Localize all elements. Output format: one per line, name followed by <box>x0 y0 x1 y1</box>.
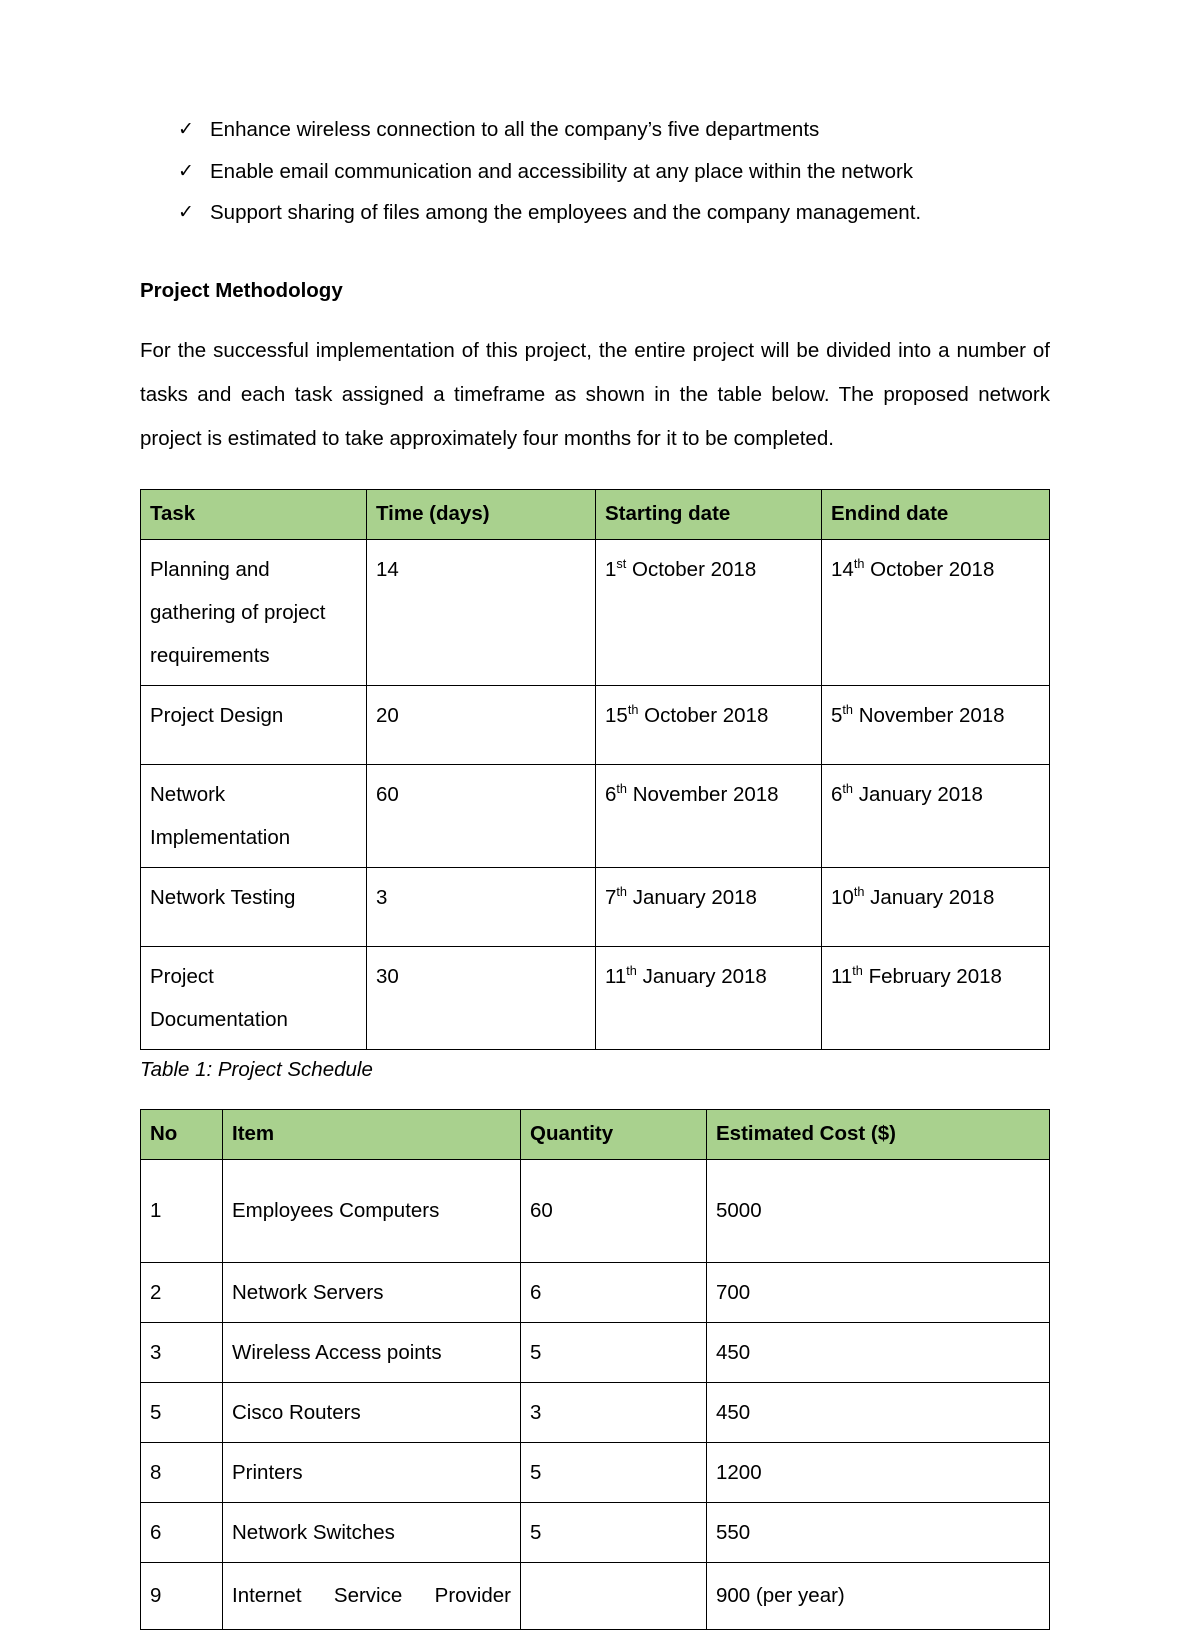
cell-item: Printers <box>223 1442 521 1502</box>
table-row <box>141 1442 1050 1502</box>
check-icon: ✓ <box>178 119 194 140</box>
date-rest: January 2018 <box>864 885 995 909</box>
cell-cost: 5000 <box>707 1159 1050 1262</box>
list-item-label: Support sharing of files among the employees and the company management. <box>210 201 922 224</box>
cell-time: 30 <box>367 946 596 1049</box>
cell-item: Wireless Access points <box>223 1322 521 1382</box>
cell-time: 60 <box>367 764 596 867</box>
table-row <box>141 1382 1050 1442</box>
cell-ending-date <box>822 764 1050 867</box>
column-header-estimated-cost: Estimated Cost ($) <box>707 1110 1050 1160</box>
table-row <box>141 1262 1050 1322</box>
table-row <box>141 539 1050 685</box>
cell-item: Internet Service Provider <box>223 1562 521 1629</box>
cell-cost: 550 <box>707 1502 1050 1562</box>
date-day: 6 <box>831 782 843 806</box>
date-ordinal: th <box>616 780 628 796</box>
date-day: 1 <box>605 557 617 581</box>
cell-starting-date <box>596 539 822 685</box>
table-row <box>141 685 1050 764</box>
objectives-list <box>140 120 1050 224</box>
cell-task: Planning and gathering of project requirements <box>141 539 367 685</box>
column-header-task: Task <box>141 490 367 540</box>
date-day: 7 <box>605 885 617 909</box>
list-item <box>140 120 1050 141</box>
cell-quantity: 5 <box>521 1442 707 1502</box>
date-day: 5 <box>831 703 843 727</box>
cell-item: Employees Computers <box>223 1159 521 1262</box>
cell-no: 3 <box>141 1322 223 1382</box>
date-ordinal: th <box>842 780 854 796</box>
date-ordinal: th <box>626 962 637 978</box>
date-ordinal: th <box>616 883 628 899</box>
date-ordinal: th <box>842 701 854 717</box>
column-header-starting-date: Starting date <box>596 490 822 540</box>
date-rest: October 2018 <box>864 557 995 581</box>
table-header-row <box>141 490 1050 540</box>
table-row <box>141 946 1050 1049</box>
column-header-quantity: Quantity <box>521 1110 707 1160</box>
cell-task: Project Design <box>141 685 367 764</box>
column-header-no: No <box>141 1110 223 1160</box>
cell-cost: 900 (per year) <box>707 1562 1050 1629</box>
date-day: 11 <box>831 964 853 988</box>
table-row <box>141 1502 1050 1562</box>
table-caption-schedule: Table 1: Project Schedule <box>140 1057 373 1081</box>
list-item-label: Enhance wireless connection to all the company’s five departments <box>210 118 820 141</box>
table-header-row <box>141 1110 1050 1160</box>
section-heading-methodology: Project Methodology <box>140 278 343 302</box>
date-day: 10 <box>831 885 854 909</box>
list-item <box>140 159 1050 183</box>
table-row <box>141 867 1050 946</box>
project-schedule-table <box>140 489 1050 1050</box>
column-header-time: Time (days) <box>367 490 596 540</box>
cell-no: 1 <box>141 1159 223 1262</box>
date-ordinal: st <box>616 555 627 571</box>
document-content <box>140 120 1050 1630</box>
date-day: 11 <box>605 964 627 988</box>
cell-cost: 1200 <box>707 1442 1050 1502</box>
cell-ending-date <box>822 867 1050 946</box>
cell-quantity: 60 <box>521 1159 707 1262</box>
date-rest: November 2018 <box>853 703 1005 727</box>
cell-no: 9 <box>141 1562 223 1629</box>
cell-item: Network Switches <box>223 1502 521 1562</box>
cell-task: Network Implementation <box>141 764 367 867</box>
cell-no: 6 <box>141 1502 223 1562</box>
cell-quantity: 5 <box>521 1502 707 1562</box>
cell-starting-date <box>596 685 822 764</box>
cell-time: 3 <box>367 867 596 946</box>
cell-quantity: 3 <box>521 1382 707 1442</box>
cell-starting-date <box>596 867 822 946</box>
cell-item: Network Servers <box>223 1262 521 1322</box>
date-rest: October 2018 <box>638 703 769 727</box>
cell-cost: 450 <box>707 1322 1050 1382</box>
cell-quantity: 6 <box>521 1262 707 1322</box>
date-rest: January 2018 <box>636 964 767 988</box>
cell-starting-date <box>596 764 822 867</box>
table-row <box>141 1159 1050 1262</box>
check-icon: ✓ <box>178 202 194 223</box>
cell-task: Project Documentation <box>141 946 367 1049</box>
cell-ending-date <box>822 539 1050 685</box>
cell-cost: 700 <box>707 1262 1050 1322</box>
date-rest: November 2018 <box>627 782 779 806</box>
date-ordinal: th <box>627 701 639 717</box>
cell-no: 2 <box>141 1262 223 1322</box>
list-item-label: Enable email communication and accessibility at any place within the network <box>210 159 914 183</box>
column-header-ending-date: Endind date <box>822 490 1050 540</box>
cell-starting-date <box>596 946 822 1049</box>
date-day: 14 <box>831 557 854 581</box>
table-row <box>141 1562 1050 1629</box>
column-header-item: Item <box>223 1110 521 1160</box>
cell-quantity: 5 <box>521 1322 707 1382</box>
cell-ending-date <box>822 946 1050 1049</box>
date-ordinal: th <box>852 962 863 978</box>
date-rest: January 2018 <box>853 782 983 806</box>
date-rest: October 2018 <box>626 557 757 581</box>
estimated-cost-table <box>140 1109 1050 1630</box>
cell-time: 20 <box>367 685 596 764</box>
table-row <box>141 1322 1050 1382</box>
date-ordinal: th <box>853 555 865 571</box>
cell-time: 14 <box>367 539 596 685</box>
check-icon: ✓ <box>178 160 194 182</box>
list-item <box>140 203 1050 224</box>
cell-no: 5 <box>141 1382 223 1442</box>
cell-quantity <box>521 1562 707 1629</box>
date-day: 6 <box>605 782 617 806</box>
table-row <box>141 764 1050 867</box>
date-ordinal: th <box>853 883 865 899</box>
cell-task: Network Testing <box>141 867 367 946</box>
date-rest: January 2018 <box>627 885 757 909</box>
cell-item: Cisco Routers <box>223 1382 521 1442</box>
methodology-paragraph: For the successful implementation of this project, the entire project will be divided into a number of tasks and each task assigned a timeframe as shown in the table below. The proposed network project is estimated to take approximately four months for it to be completed. <box>140 339 1050 450</box>
cell-no: 8 <box>141 1442 223 1502</box>
date-rest: February 2018 <box>862 964 1002 988</box>
cell-ending-date <box>822 685 1050 764</box>
date-day: 15 <box>605 703 628 727</box>
cell-cost: 450 <box>707 1382 1050 1442</box>
